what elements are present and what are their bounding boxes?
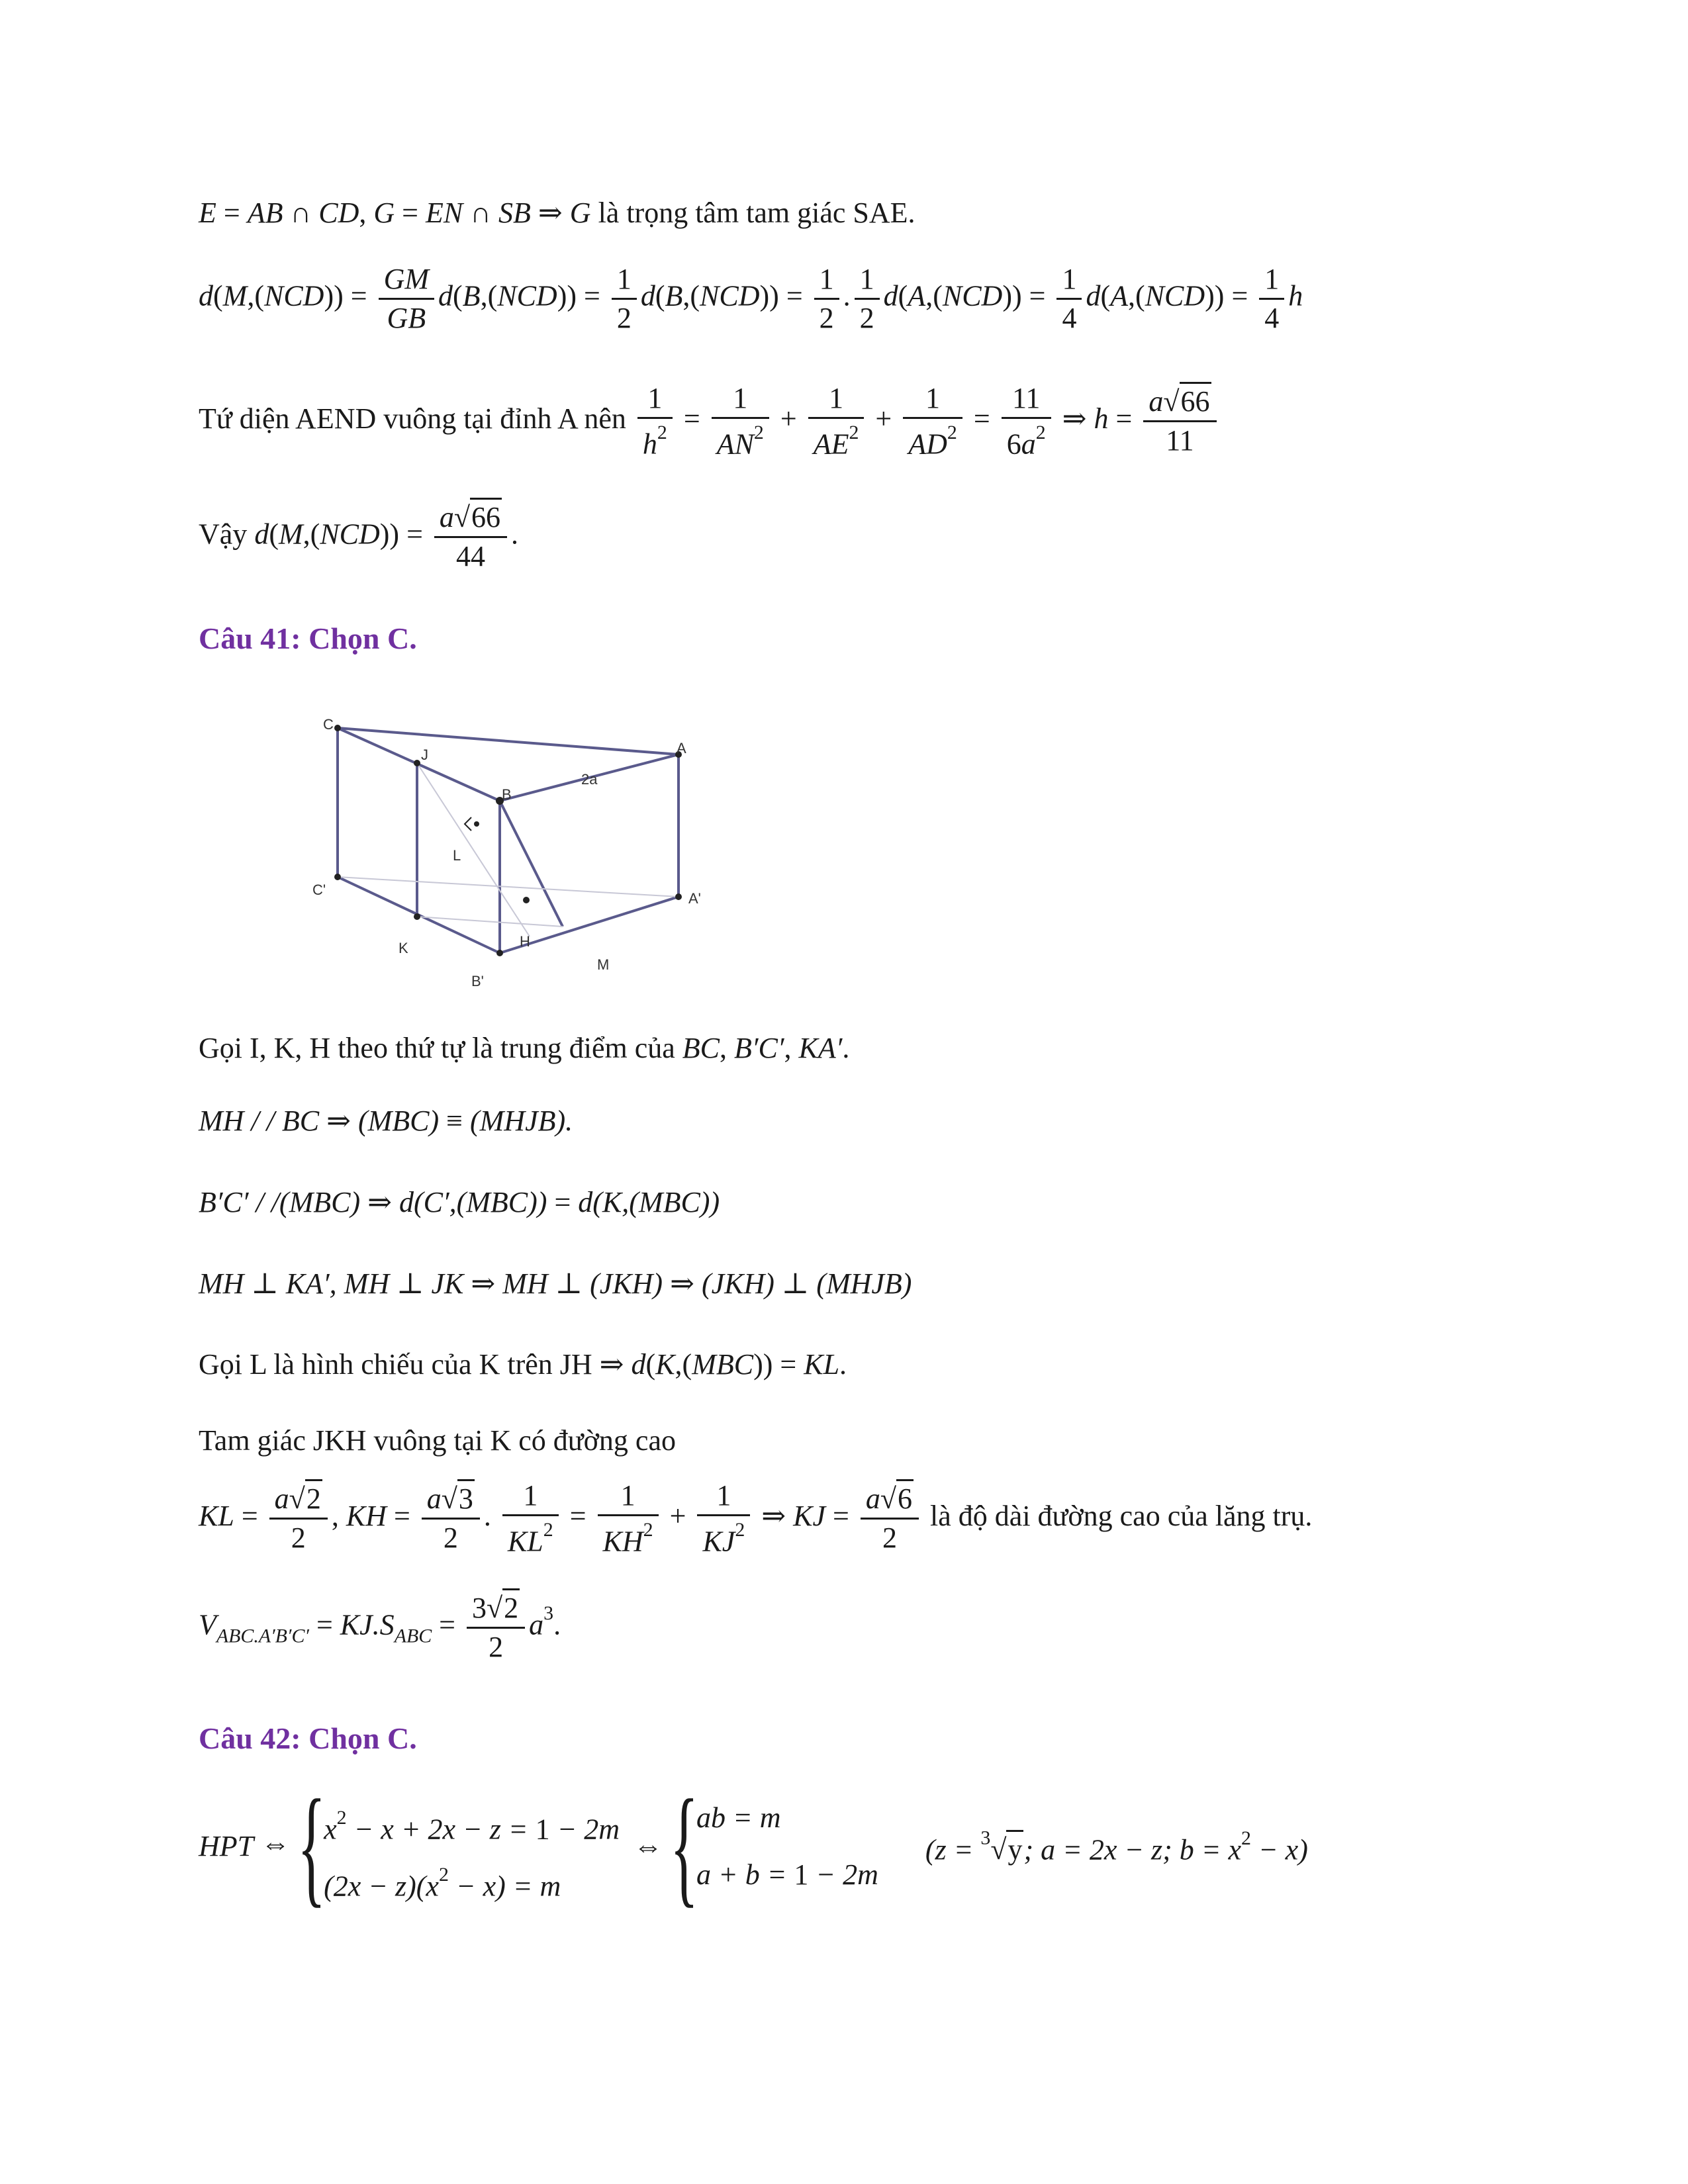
volume-line: $V_{ABC.A'B'C'} = KJ.S_{ABC}$ = $\frac{3√2}{2}$ $a^3$. (199, 1594, 561, 1662)
label-A: A (677, 740, 686, 756)
kl-kh-line: KL = $\frac{a√2}{2}$ , KH = $\frac{a√3}{2}$ . $\frac{1}{KL^2}$ = $\frac{1}{KH^2}$ + $\frac{1}{KJ^2}$ ⇒ KJ = $\frac{a√6}{2}$ là độ dài đường cao của lăng trụ. (199, 1479, 1313, 1558)
label-L: L (453, 847, 461, 864)
label-2a: 2a (581, 771, 598, 788)
point-L (474, 821, 479, 827)
line-1: E = AB ∩ CD, G = EN ∩ SB ⇒ G là trọng tâm tam giác SAE. (199, 197, 915, 229)
tetra-line: Tứ diện AEND vuông tại đỉnh A nên $\frac{1}{h^2}$ = $\frac{1}{AN^2}$ + $\frac{1}{AE^2}$ + $\frac{1}{AD^2}$ = $\frac{11}{6a^2}$ ⇒ h = $\frac{a√66}{11}$ (199, 384, 1221, 459)
label-H: H (520, 933, 530, 950)
point-J (414, 760, 420, 766)
line1-text: là trọng tâm tam giác SAE. (598, 197, 915, 229)
label-J: J (421, 747, 428, 763)
tetra-text: Tứ diện AEND vuông tại đỉnh A nên (199, 402, 626, 435)
goi-l-line: Gọi L là hình chiếu của K trên JH ⇒ d(K,(MBC)) = KL. (199, 1348, 847, 1381)
tam-giac-line: Tam giác JKH vuông tại K có đường cao (199, 1424, 676, 1457)
point-Cp (334, 874, 341, 880)
label-Bp: B' (471, 973, 484, 989)
eq-perpendicular: MH ⊥ KA′, MH ⊥ JK ⇒ MH ⊥ (JKH) ⇒ (JKH) ⊥ (MHJB) (199, 1267, 912, 1300)
heading-cau-41: Câu 41: Chọn C. (199, 621, 417, 655)
label-B: B (502, 786, 512, 803)
point-H (523, 897, 530, 903)
eq-bc-parallel: B′C′ / /(MBC) ⇒ d(C′,(MBC)) = d(K,(MBC)) (199, 1186, 720, 1218)
conclusion-line: Vậy d(M,(NCD)) = $\frac{a√66}{44}$ . (199, 503, 518, 571)
point-Bp (496, 950, 503, 956)
prism-figure (298, 702, 761, 1006)
goi-ikh-line: Gọi I, K, H theo thứ tự là trung điểm của BC, B′C′, KA′. (199, 1032, 850, 1064)
point-C (334, 725, 341, 731)
label-K: K (399, 940, 408, 956)
label-M: M (597, 956, 610, 973)
point-Ap (675, 893, 682, 900)
point-K (414, 913, 420, 920)
label-Cp: C' (312, 882, 326, 898)
eq-mh-parallel: MH / / BC ⇒ (MBC) ≡ (MHJB). (199, 1105, 573, 1137)
vay-text: Vậy (199, 518, 248, 551)
edge-B-M (500, 801, 563, 927)
label-Ap: A' (688, 890, 701, 907)
distance-formula: d(M,(NCD)) = $\frac{GM}{GB}$ d(B,(NCD)) = $\frac{1}{2}$ d(B,(NCD)) = $\frac{1}{2}$ . $\frac{1}{2}$ d(A,(NCD)) = $\frac{1}{4}$ d(A,(NCD)) = $\frac{1}{4}$ h (199, 263, 1303, 334)
system-line: HPT ⇔ { $x^2 - x + 2x - z = 1 - 2m$ $(2x - z)(x^2 - x) = m$ ⇔ { ab = m a + b = 1 − 2m (z = $^3$√y; a = 2x − z; $b = x^2 - x$) (199, 1773, 1308, 1919)
heading-cau-42: Câu 42: Chọn C. (199, 1721, 417, 1755)
label-C: C (323, 716, 334, 733)
